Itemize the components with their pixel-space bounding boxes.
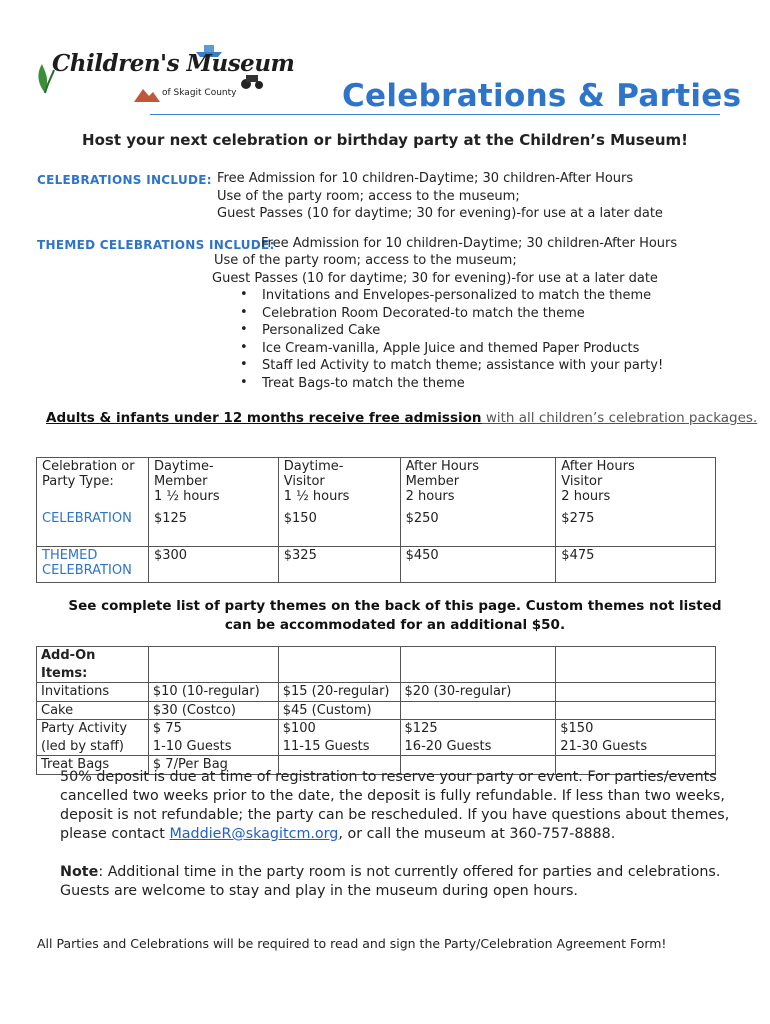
- header-text: 1 ½ hours: [283, 489, 350, 504]
- list-item: • Treat Bags-to match the theme: [262, 376, 663, 394]
- logo-subtitle: of Skagit County: [162, 88, 237, 98]
- email-link[interactable]: MaddieR@skagitcm.org: [169, 826, 339, 842]
- header-cell: [556, 458, 716, 510]
- museum-logo: [34, 46, 295, 112]
- table-row: [37, 647, 716, 683]
- table-cell: [556, 701, 716, 720]
- table-row: [37, 701, 716, 720]
- logo-wordmark: Children's Museum: [52, 50, 295, 77]
- table-cell: [278, 647, 400, 683]
- celebrations-label: CELEBRATIONS INCLUDE:: [37, 173, 212, 187]
- free-admission-rest: with all children’s celebration packages.: [481, 410, 758, 426]
- celebrations-line: Free Admission for 10 children-Daytime; 30 children-After Hours: [217, 171, 634, 186]
- table-cell: $15 (20-regular): [278, 683, 400, 702]
- list-item: • Staff led Activity to match theme; assistance with your party!: [262, 358, 663, 376]
- type-cell: CELEBRATION: [37, 510, 149, 547]
- table-cell: $ 75: [148, 720, 278, 738]
- note-paragraph: [60, 863, 740, 901]
- header-text: 2 hours: [561, 489, 611, 504]
- table-cell: $100: [278, 720, 400, 738]
- header-cell: [278, 458, 400, 510]
- celebrations-lines: [217, 171, 663, 224]
- header-text: Party Type:: [42, 474, 114, 489]
- themes-note: See complete list of party themes on the back of this page. Custom themes not listed can be accommodated for an additional $50.: [68, 598, 722, 633]
- table-cell: $10 (10-regular): [148, 683, 278, 702]
- table-cell: [148, 647, 278, 683]
- table-row: [37, 738, 716, 756]
- table-cell: $125: [400, 720, 556, 738]
- addons-table: [36, 646, 716, 775]
- table-cell: [400, 701, 556, 720]
- price-cell: $275: [556, 510, 716, 547]
- free-admission-note: [46, 410, 757, 426]
- list-item: • Invitations and Envelopes-personalized to match the theme: [262, 288, 663, 306]
- header-text: Daytime-: [153, 459, 214, 474]
- header-cell: [37, 458, 149, 510]
- table-cell: 11-15 Guests: [278, 738, 400, 756]
- type-text: CELEBRATION: [42, 563, 132, 578]
- header-cell: [400, 458, 556, 510]
- addons-header: Add-On Items:: [37, 647, 149, 683]
- list-item: • Personalized Cake: [262, 323, 663, 341]
- price-cell: $325: [278, 547, 400, 583]
- table-cell: 16-20 Guests: [400, 738, 556, 756]
- mountain-icon: [134, 86, 160, 102]
- table-cell: Invitations: [37, 683, 149, 702]
- header-text: Member: [405, 474, 460, 489]
- pricing-table: [36, 457, 716, 583]
- price-cell: $300: [148, 547, 278, 583]
- free-admission-bold: Adults & infants under 12 months receive free admission: [46, 410, 482, 426]
- price-cell: $450: [400, 547, 556, 583]
- price-cell: $150: [278, 510, 400, 547]
- table-cell: $45 (Custom): [278, 701, 400, 720]
- page-title: Celebrations & Parties: [342, 78, 742, 114]
- table-row: [37, 547, 716, 583]
- header-text: Celebration or: [42, 459, 135, 474]
- agreement-footer: All Parties and Celebrations will be required to read and sign the Party/Celebration Agreement Form!: [37, 936, 667, 951]
- price-cell: $125: [148, 510, 278, 547]
- table-cell: $30 (Costco): [148, 701, 278, 720]
- table-row: [37, 458, 716, 510]
- header-text: After Hours: [405, 459, 480, 474]
- page-subtitle: Host your next celebration or birthday party at the Children’s Museum!: [82, 131, 688, 149]
- table-cell: Cake: [37, 701, 149, 720]
- header-text: Visitor: [561, 474, 603, 489]
- table-row: [37, 510, 716, 547]
- table-row: [37, 720, 716, 738]
- header-text: After Hours: [561, 459, 635, 474]
- deposit-text: 50% deposit is due at time of registration to reserve your party or event. For parties/events cancelled two weeks prior to the date, the deposit is fully refundable. If less than two weeks, deposit is not refundable; the party can be rescheduled. If you have questions about themes, please contact: [60, 769, 730, 842]
- table-cell: Party Activity: [37, 720, 149, 738]
- themed-line: Guest Passes (10 for daytime; 30 for evening)-for use at a later date: [212, 271, 658, 286]
- themed-bullet-list: [262, 288, 663, 393]
- type-text: THEMED: [42, 548, 98, 563]
- celebrations-line: Guest Passes (10 for daytime; 30 for evening)-for use at a later date: [217, 206, 663, 221]
- header-cell: [148, 458, 278, 510]
- price-cell: $475: [556, 547, 716, 583]
- table-cell: $150: [556, 720, 716, 738]
- themed-label: THEMED CELEBRATIONS INCLUDE:: [37, 238, 275, 252]
- header-text: Member: [153, 474, 208, 489]
- themed-line: Use of the party room; access to the museum;: [214, 253, 517, 268]
- themed-line: Free Admission for 10 children-Daytime; 30 children-After Hours: [261, 236, 678, 251]
- table-cell: [556, 683, 716, 702]
- header-text: 1 ½ hours: [153, 489, 220, 504]
- table-cell: $20 (30-regular): [400, 683, 556, 702]
- note-label: Note: [60, 864, 99, 880]
- list-item: • Ice Cream-vanilla, Apple Juice and themed Paper Products: [262, 341, 663, 359]
- deposit-after: , or call the museum at 360-757-8888.: [338, 826, 616, 842]
- header-text: Daytime-: [283, 459, 344, 474]
- deposit-paragraph: [60, 768, 740, 844]
- type-cell: [37, 547, 149, 583]
- title-underline: [150, 114, 720, 115]
- table-cell: 1-10 Guests: [148, 738, 278, 756]
- note-text: : Additional time in the party room is not currently offered for parties and celebrations. Guests are welcome to stay and play in the museum during open hours.: [60, 864, 721, 899]
- header-text: 2 hours: [405, 489, 455, 504]
- header-text: Visitor: [283, 474, 325, 489]
- table-cell: [556, 647, 716, 683]
- table-cell: 21-30 Guests: [556, 738, 716, 756]
- list-item: • Celebration Room Decorated-to match the theme: [262, 306, 663, 324]
- table-row: [37, 683, 716, 702]
- table-cell: (led by staff): [37, 738, 149, 756]
- celebrations-line: Use of the party room; access to the museum;: [217, 188, 520, 204]
- table-cell: $ 7/Per Bag: [148, 756, 278, 775]
- price-cell: $250: [400, 510, 556, 547]
- table-cell: Treat Bags: [37, 756, 149, 775]
- table-cell: [400, 647, 556, 683]
